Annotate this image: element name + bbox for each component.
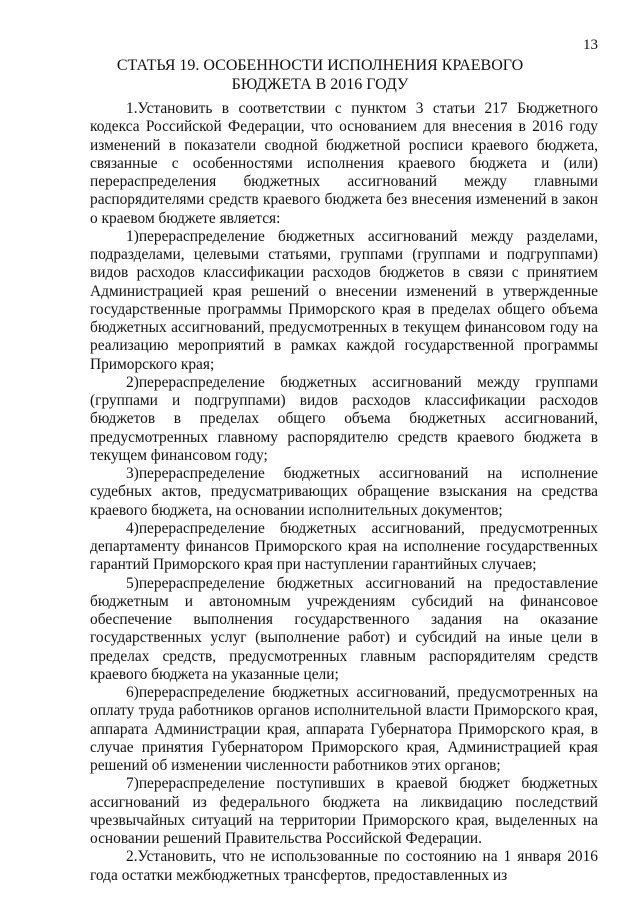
- article-title: [90, 56, 550, 94]
- paragraph-2: 2.Установить, что не использованные по состоянию на 1 января 2016 года остатки межбюджетных трансфертов, предоставленных из: [90, 848, 598, 884]
- paragraph-item-6: 6)перераспределение бюджетных ассигнований, предусмотренных на оплату труда работников органов исполнительной власти Приморского края, аппарата Администрации края, аппарата Губернатора Приморского края, в случае принятия Губернатором Приморского края, Администрацией края решений об изменении численности работников этих органов;: [90, 684, 598, 774]
- paragraph-1: 1.Установить в соответствии с пунктом 3 статьи 217 Бюджетного кодекса Российской Федерации, что основанием для внесения в 2016 году изменений в показатели сводной бюджетной росписи краевого бюджета, связанные с особенностями исполнения краевого бюджета и (или) перераспределения бюджетных ассигнований между главными распорядителями средств краевого бюджета без внесения изменений в закон о краевом бюджете является:: [90, 100, 598, 227]
- paragraph-item-5: 5)перераспределение бюджетных ассигнований на предоставление бюджетным и автономным учреждениям субсидий на финансовое обеспечение выполнения государственного задания на оказание государственных услуг (выполнение работ) и субсидий на иные цели в пределах средств, предусмотренных главным распорядителям средств краевого бюджета на указанные цели;: [90, 574, 598, 683]
- page-number: 13: [583, 37, 598, 53]
- article-title-line-1: СТАТЬЯ 19. ОСОБЕННОСТИ ИСПОЛНЕНИЯ КРАЕВОГО: [116, 57, 524, 74]
- paragraph-item-2: 2)перераспределение бюджетных ассигнований между группами (группами и подгруппами) видов расходов классификации расходов бюджетов в пределах общего объема бюджетных ассигнований, предусмотренных главному распорядителю средств краевого бюджета в текущем финансовом году;: [90, 373, 598, 464]
- paragraph-item-4: 4)перераспределение бюджетных ассигнований, предусмотренных департаменту финансов Приморского края на исполнение государственных гарантий Приморского края при наступлении гарантийных случаев;: [90, 519, 598, 574]
- article-title-line-2: БЮДЖЕТА В 2016 ГОДУ: [231, 76, 409, 93]
- paragraph-item-3: 3)перераспределение бюджетных ассигнований на исполнение судебных актов, предусматривающих обращение взыскания на средства краевого бюджета, на основании исполнительных документов;: [90, 465, 598, 519]
- article-body: [90, 100, 598, 885]
- paragraph-item-1: 1)перераспределение бюджетных ассигнований между разделами, подразделами, целевыми статьями, группами (группами и подгруппами) видов расходов классификации расходов бюджетов в связи с принятием Администрацией края решений о внесении изменений в утвержденные государственные программы Приморского края в пределах общего объема бюджетных ассигнований, предусмотренных в текущем финансовом году на реализацию мероприятий в рамках каждой государственной программы Приморского края;: [90, 227, 598, 373]
- paragraph-item-7: 7)перераспределение поступивших в краевой бюджет бюджетных ассигнований из федерального бюджета на ликвидацию последствий чрезвычайных ситуаций на территории Приморского края, выделенных на основании решений Правительства Российской Федерации.: [90, 775, 598, 847]
